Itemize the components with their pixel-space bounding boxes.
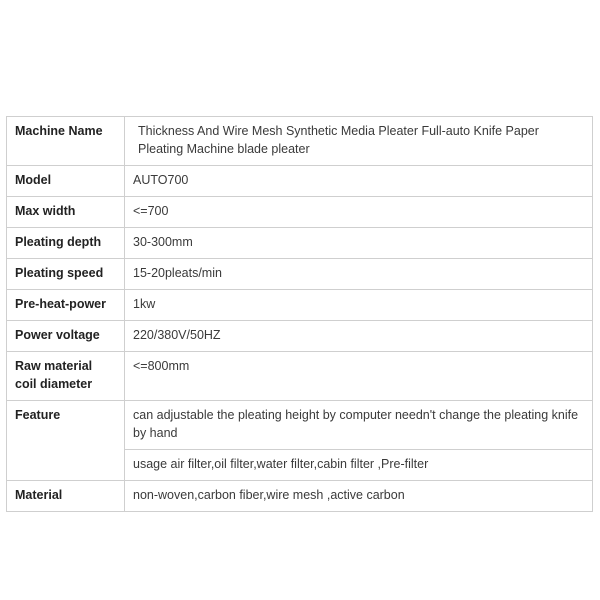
raw-material-label: Raw material coil diameter (7, 352, 125, 401)
pleating-speed-label: Pleating speed (7, 259, 125, 290)
spec-table (6, 116, 593, 512)
material-value: non-woven,carbon fiber,wire mesh ,active carbon (125, 481, 593, 512)
pleating-depth-value: 30-300mm (125, 228, 593, 259)
table-row-pre-heat-power (7, 290, 593, 321)
machine-name-label: Machine Name (7, 117, 125, 166)
table-row-material (7, 481, 593, 512)
power-voltage-value: 220/380V/50HZ (125, 321, 593, 352)
machine-name-value: Thickness And Wire Mesh Synthetic Media Pleater Full-auto Knife Paper Pleating Machine blade pleater (125, 117, 593, 166)
max-width-value: <=700 (125, 197, 593, 228)
power-voltage-label: Power voltage (7, 321, 125, 352)
pleating-depth-label: Pleating depth (7, 228, 125, 259)
table-row-machine-name (7, 117, 593, 166)
table-row-pleating-depth (7, 228, 593, 259)
raw-material-value: <=800mm (125, 352, 593, 401)
table-row-feature (7, 401, 593, 450)
table-row-raw-material (7, 352, 593, 401)
table-row-pleating-speed (7, 259, 593, 290)
material-label: Material (7, 481, 125, 512)
pre-heat-power-label: Pre-heat-power (7, 290, 125, 321)
feature-value-1: can adjustable the pleating height by computer needn't change the pleating knife by hand (125, 401, 593, 450)
pleating-speed-value: 15-20pleats/min (125, 259, 593, 290)
pre-heat-power-value: 1kw (125, 290, 593, 321)
feature-value-2: usage air filter,oil filter,water filter,cabin filter ,Pre-filter (125, 450, 593, 481)
feature-label: Feature (7, 401, 125, 481)
table-row-max-width (7, 197, 593, 228)
max-width-label: Max width (7, 197, 125, 228)
model-value: AUTO700 (125, 166, 593, 197)
table-row-power-voltage (7, 321, 593, 352)
table-row-model (7, 166, 593, 197)
model-label: Model (7, 166, 125, 197)
